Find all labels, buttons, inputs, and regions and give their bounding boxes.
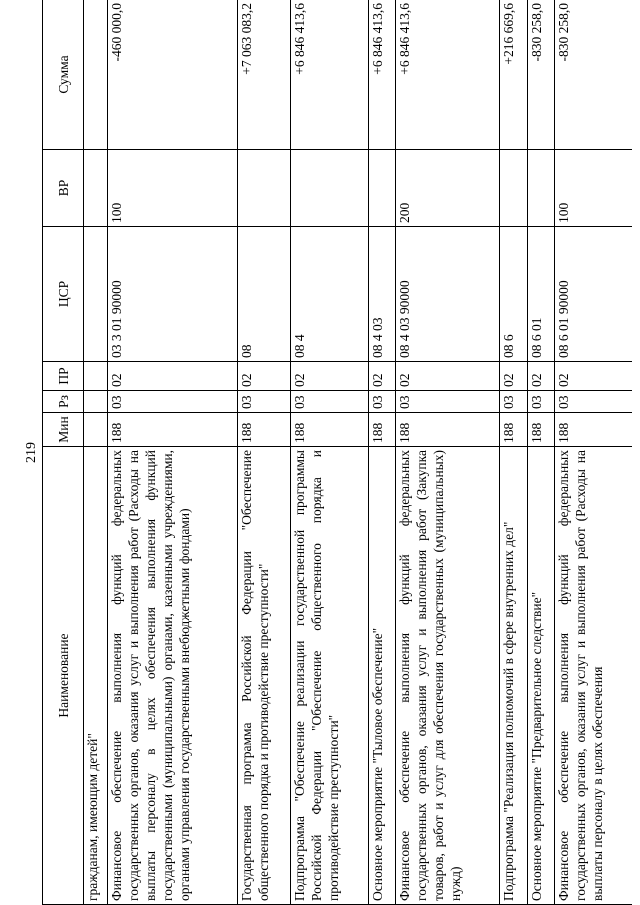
- row-sum: -830 258,0: [527, 0, 554, 150]
- table-row: [396, 0, 500, 905]
- row-min: 188: [108, 413, 238, 447]
- row-sum: +7 063 083,2: [237, 0, 290, 150]
- row-vr: 200: [396, 150, 500, 227]
- row-vr: 100: [108, 150, 238, 227]
- row-pr: 02: [369, 362, 396, 391]
- row-vr: [369, 150, 396, 227]
- row-vr: 100: [554, 150, 632, 227]
- table-row: [527, 0, 554, 905]
- row-pr: 02: [527, 362, 554, 391]
- row-pr: 02: [554, 362, 632, 391]
- row-name: Финансовое обеспечение выполнения функций федеральных государственных органов, оказания услуг и выполнения работ (Закупка товаров, работ и услуг для обеспечения государственных (муниципальных) нужд): [396, 447, 500, 905]
- row-csr: 08 6: [500, 227, 527, 362]
- row-sum: -830 258,0: [554, 0, 632, 150]
- row-name: Финансовое обеспечение выполнения функций федеральных государственных органов, оказания услуг и выполнения работ (Расходы на выплаты персоналу в целях обеспечения выполнения функций государственными (муниципальными) органами, казенными учреждениями, органами управления государственными внебюджетными фондами): [108, 447, 238, 905]
- row-vr: [84, 150, 108, 227]
- row-vr: [237, 150, 290, 227]
- header-vr: ВР: [43, 150, 84, 227]
- header-rz: Рз: [43, 391, 84, 413]
- row-name: Финансовое обеспечение выполнения функций федеральных государственных органов, оказания услуг и выполнения работ (Расходы на выплаты персоналу в целях обеспечения: [554, 447, 632, 905]
- row-name: Подпрограмма "Реализация полномочий в сфере внутренних дел": [500, 447, 527, 905]
- table-row: [500, 0, 527, 905]
- header-min: Мин: [43, 413, 84, 447]
- row-pr: 02: [500, 362, 527, 391]
- header-csr: ЦСР: [43, 227, 84, 362]
- row-sum: -460 000,0: [108, 0, 238, 150]
- row-rz: 03: [396, 391, 500, 413]
- row-csr: 08: [237, 227, 290, 362]
- row-sum: +216 669,6: [500, 0, 527, 150]
- row-vr: [290, 150, 368, 227]
- budget-table: [42, 0, 632, 905]
- row-min: 188: [554, 413, 632, 447]
- row-pr: 02: [237, 362, 290, 391]
- row-name: Основное мероприятие "Предварительное следствие": [527, 447, 554, 905]
- row-min: 188: [237, 413, 290, 447]
- row-rz: 03: [108, 391, 238, 413]
- row-csr: 08 6 01: [527, 227, 554, 362]
- row-csr: 03 3 01 90000: [108, 227, 238, 362]
- row-rz: 03: [527, 391, 554, 413]
- table-row: [84, 0, 108, 905]
- table-row: [108, 0, 238, 905]
- row-min: 188: [500, 413, 527, 447]
- row-sum: +6 846 413,6: [290, 0, 368, 150]
- row-rz: [84, 391, 108, 413]
- row-name: гражданам, имеющим детей": [84, 447, 108, 905]
- row-min: 188: [369, 413, 396, 447]
- row-sum: +6 846 413,6: [396, 0, 500, 150]
- row-csr: 08 6 01 90000: [554, 227, 632, 362]
- row-sum: [84, 0, 108, 150]
- table-row: [369, 0, 396, 905]
- header-sum: Сумма: [43, 0, 84, 150]
- row-csr: 08 4 03 90000: [396, 227, 500, 362]
- table-row: [237, 0, 290, 905]
- row-pr: 02: [108, 362, 238, 391]
- rotated-table-container: [42, 0, 632, 905]
- row-sum: +6 846 413,6: [369, 0, 396, 150]
- table-row: [290, 0, 368, 905]
- row-rz: 03: [369, 391, 396, 413]
- row-vr: [500, 150, 527, 227]
- row-csr: [84, 227, 108, 362]
- row-pr: 02: [396, 362, 500, 391]
- page-number: 219: [24, 442, 39, 463]
- row-name: Подпрограмма "Обеспечение реализации государственной программы Российской Федерации "Обеспечение общественного порядка и противодействие преступности": [290, 447, 368, 905]
- row-csr: 08 4 03: [369, 227, 396, 362]
- row-csr: 08 4: [290, 227, 368, 362]
- table-row: [554, 0, 632, 905]
- row-rz: 03: [237, 391, 290, 413]
- table-header-row: [43, 0, 84, 905]
- row-min: 188: [527, 413, 554, 447]
- header-pr: ПР: [43, 362, 84, 391]
- row-rz: 03: [554, 391, 632, 413]
- row-min: [84, 413, 108, 447]
- row-vr: [527, 150, 554, 227]
- row-rz: 03: [290, 391, 368, 413]
- row-name: Основное мероприятие "Тыловое обеспечение": [369, 447, 396, 905]
- row-pr: [84, 362, 108, 391]
- row-rz: 03: [500, 391, 527, 413]
- row-pr: 02: [290, 362, 368, 391]
- row-name: Государственная программа Российской Федерации "Обеспечение общественного порядка и противодействие преступности": [237, 447, 290, 905]
- header-name: Наименование: [43, 447, 84, 905]
- row-min: 188: [290, 413, 368, 447]
- row-min: 188: [396, 413, 500, 447]
